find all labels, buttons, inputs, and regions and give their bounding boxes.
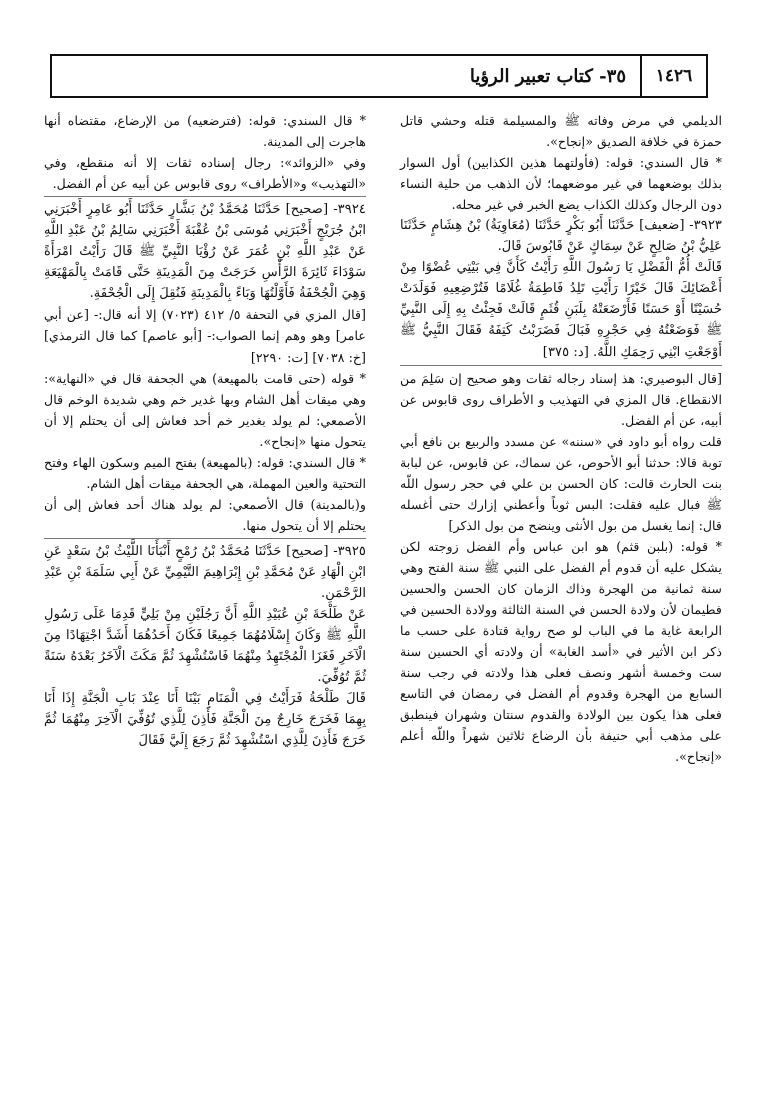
commentary-asmai: و(بالمدينة) قال الأصمعي: لم يولد هناك أحد فعاش إلى أن يحتلم إلا أن يتحول منها. <box>44 496 366 533</box>
commentary-zawaid: وفي «الزوائد»: رجال إسناده ثقات إلا أنه منقطع، وفي «التهذيب» و«الأطراف» روى قابوس عن أبيه عن أم الفضل. <box>44 155 366 192</box>
page-number: ١٤٢٦ <box>640 56 706 96</box>
divider <box>44 538 366 539</box>
commentary-mahyaa: * قوله (حتى قامت بالمهيعة) هي الجحفة قال في «النهاية»: وهي ميقات أهل الشام وبها غدير خم وهي شديدة الوخم قال الأصمعي: لم يولد بغدير خم أحد فعاش إلى أن يحتلم إلا أن يتحول منها «إنجاح». <box>44 370 366 449</box>
commentary-abu-dawud: قلت رواه أبو داود في «سننه» عن مسدد والربيع بن نافع أبي توبة قالا: حدثنا أبو الأحوص، عن سماك، عن قابوس، عن لبابة بنت الحارث قالت: كان الحسن بن علي في حجر رسول اللّه ﷺ فبال عليه فقلت: البس ثوباً وأعطني إزارك حتى أغسله قال: إنما يغسل من بول الأنثى وينضح من بول الذكر] <box>400 433 722 533</box>
hadith-3925-isnad: ٣٩٢٥- [صحيح] حَدَّثَنَا مُحَمَّدُ بْنُ رُمْحٍ أَنْبَأَنَا اللَّيْثُ بْنُ سَعْدٍ عَنِ ابْنِ الْهَادِ عَنْ مُحَمَّدِ بْنِ إِبْرَاهِيمَ التَّيْمِيِّ عَنْ أَبِي سَلَمَةَ بْنِ عَبْدِ الرَّحْمَنِ. <box>44 543 366 602</box>
commentary-sindi-tardiih: * قال السندي: قوله: (فترضعيه) من الإرضاع، مقتضاه أنها هاجرت إلى المدينة. <box>44 113 366 150</box>
hadith-3923-isnad: ٣٩٢٣- [ضعيف] حَدَّثَنَا أَبُو بَكْرٍ حَدَّثَنَا (مُعَاوِيَةُ) بْنُ هِشَامٍ حَدَّثَنَا عَلِيُّ بْنُ صَالِحٍ عَنْ سِمَاكٍ عَنْ قَابُوسَ قَالَ. <box>400 218 722 255</box>
commentary-sindi: * قال السندي: قوله: (فأولتهما هذين الكذابين) أول السوار بذلك بوضعهما في غير موضعهما؛ لأن الذهب من حلية النساء دون الرجال وكذلك الكذاب يضع الخبر في غير محله. <box>400 155 722 213</box>
chapter-title: ٣٥- كتاب تعبير الرؤيا <box>469 65 626 87</box>
hadith-3925-dream: قَالَ طَلْحَةُ فَرَأَيْتُ فِي الْمَنَامِ بَيْنَا أَنَا عِنْدَ بَابِ الْجَنَّةِ إِذَا أَنَا بِهِمَا فَخَرَجَ خَارِجٌ مِنَ الْجَنَّةِ فَأَذِنَ لِلَّذِي تُوُفِّيَ الْآخِرَ مِنْهُمَا ثُمَّ خَرَجَ فَأَذِنَ لِلَّذِي اسْتُشْهِدَ ثُمَّ رَجَعَ إِلَيَّ فَقَالَ <box>44 691 366 749</box>
right-column <box>400 110 722 767</box>
hadith-3925-matn: عَنْ طَلْحَةَ بْنِ عُبَيْدِ اللَّهِ أَنَّ رَجُلَيْنِ مِنْ بَلِيٍّ قَدِمَا عَلَى رَسُولِ اللَّهِ ﷺ وَكَانَ إِسْلَامُهُمَا جَمِيعًا فَكَانَ أَحَدُهُمَا أَشَدَّ اجْتِهَادًا مِنَ الْآخَرِ فَغَزَا الْمُجْتَهِدُ مِنْهُمَا فَاسْتُشْهِدَ ثُمَّ مَكَثَ الْآخَرُ بَعْدَهُ سَنَةً ثُمَّ تُوُفِّيَ. <box>44 607 366 686</box>
commentary-sindi-mahyaa: * قال السندي: قوله: (بالمهيعة) بفتح الميم وسكون الهاء وفتح التحتية والعين المهملة، هي الجحفة ميقات أهل الشام. <box>44 454 366 491</box>
divider <box>44 196 366 197</box>
hadith-3924: ٣٩٢٤- [صحيح] حَدَّثَنَا مُحَمَّدُ بْنُ بَشَّارٍ حَدَّثَنَا أَبُو عَامِرٍ أَخْبَرَنِي ابْنُ جُرَيْجٍ أَخْبَرَنِي مُوسَى بْنُ عُقْبَةَ أَخْبَرَنِي سَالِمُ بْنُ عَبْدِ اللَّهِ عَنْ عَبْدِ اللَّهِ بْنِ عُمَرَ عَنْ رُؤْيَا النَّبِيِّ ﷺ قَالَ رَأَيْتُ امْرَأَةً سَوْدَاءَ ثَائِرَةَ الرَّأْسِ خَرَجَتْ مِنَ الْمَدِينَةِ حَتَّى قَامَتْ بِالْمَهْيَعَةِ وَهِيَ الْجُحْفَةُ فَأَوَّلْتُهَا وَبَاءً بِالْمَدِينَةِ فَنُقِلَ إِلَى الْجُحْفَةِ. <box>44 202 366 302</box>
commentary-busiri: [قال البوصيري: هذ إسناد رجاله ثقات وهو صحيح إن سَلِمَ من الانقطاع. قال المزي في التهذيب و الأطراف روى قابوس عن أبيه، عن أم الفضل. <box>400 370 722 428</box>
hadith-3923-matn: قَالَتْ أُمُّ الْفَضْلِ يَا رَسُولَ اللَّهِ رَأَيْتُ كَأَنَّ فِي بَيْتِي عُضْوًا مِنْ أَعْضَائِكَ قَالَ خَيْرًا رَأَيْتِ تَلِدُ فَاطِمَةُ غُلَامًا فَتُرْضِعِيهِ فَوَلَدَتْ حُسَيْنًا أَوْ حَسَنًا فَأَرْضَعَتْهُ بِلَبَنِ قُثَمٍ قَالَتْ فَجِئْتُ بِهِ إِلَى النَّبِيِّ ﷺ فَوَضَعْتُهُ فِي حَجْرِهِ فَبَالَ فَضَرَبْتُ كَتِفَهُ فَقَالَ النَّبِيُّ ﷺ أَوْجَعْتِ ابْنِي رَحِمَكِ اللَّهُ. [د: ٣٧٥] <box>400 260 722 360</box>
left-column <box>44 110 366 751</box>
page-header <box>50 54 708 98</box>
paragraph-continuation: الديلمي في مرض وفاته ﷺ والمسيلمة قتله وحشي قاتل حمزة في خلافة الصديق «إنجاح». <box>400 113 722 150</box>
commentary-mizzi: [قال المزي في التحفة ٥/ ٤١٢ (٧٠٢٣) إلا أنه قال:- [عن أبي عامر] وهو وهم إنما الصواب:- [أبو عاصم] كما قال الترمذي] [خ: ٧٠٣٨] [ت: ٢٢٩٠] <box>44 307 366 365</box>
commentary-qutham: * قوله: (بلبن قثم) هو ابن عباس وأم الفضل زوجته لكن يشكل عليه أن قدوم أم الفضل على النبي ﷺ سنة الفتح وهي سنة ثمانية من الهجرة وذاك الزمان كان الحسن والحسين فطيمان لأن ولادة الحسن في السنة الثالثة وولادة الحسين في الرابعة غاية ما في الباب لو صح رواية قتادة على حسب ما ذكر ابن الأثير في «أسد الغابة» أن ولادته أي الحسين سنة ست وخمسة أشهر ونصف فعلى هذا ولادته في رجب سنة السابع من الهجرة وقدوم أم الفضل في رمضان في التاسع فعلى هذا يكون بين الولادة والقدوم سنتان وشهران فينطبق على مذهب أبي حنيفة بأن الرضاع ثلاثين شهراً واللّه أعلم «إنجاح». <box>400 538 722 765</box>
divider <box>400 365 722 366</box>
